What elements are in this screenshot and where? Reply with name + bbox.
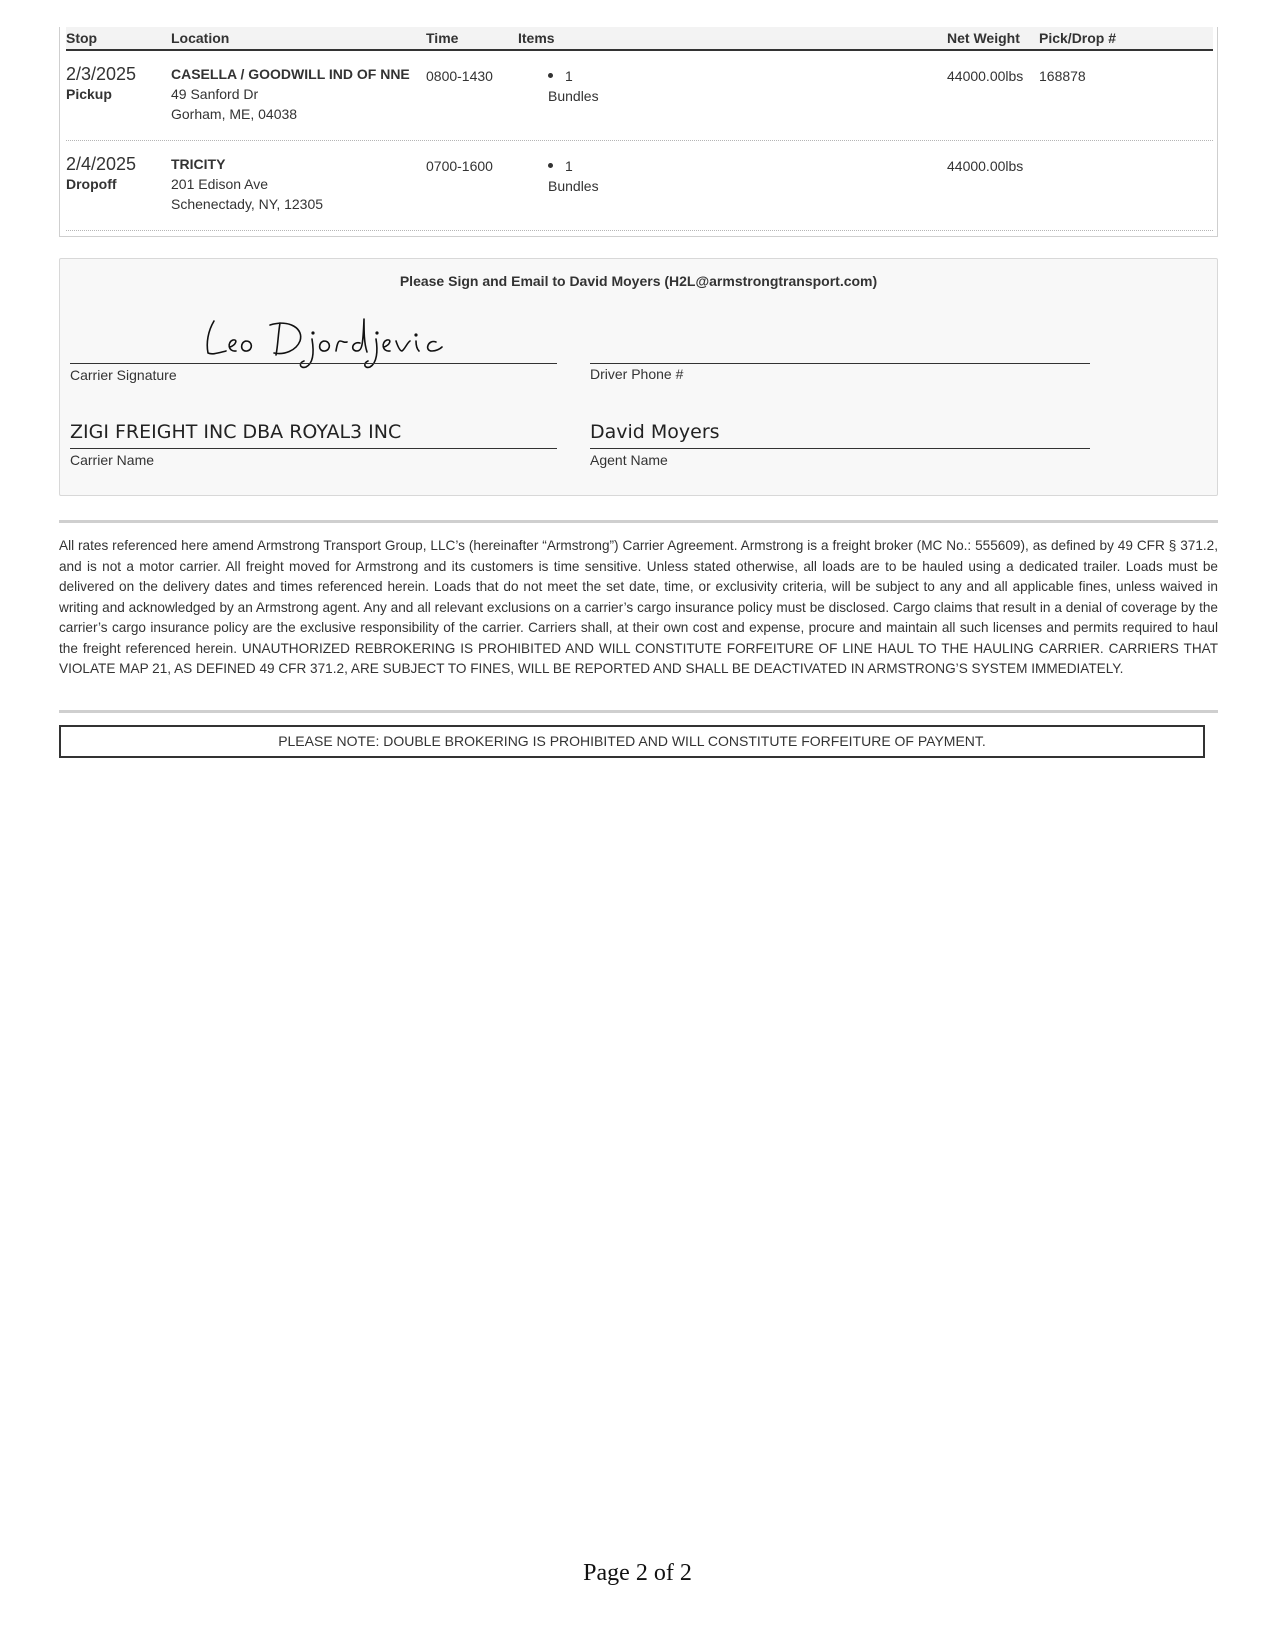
header-pick-drop: Pick/Drop # <box>1039 30 1117 46</box>
stop-date: 2/3/2025 <box>66 64 137 84</box>
header-stop: Stop <box>66 30 98 46</box>
driver-phone-field[interactable] <box>590 363 1090 364</box>
bullet-icon <box>548 163 553 168</box>
double-brokering-notice: PLEASE NOTE: DOUBLE BROKERING IS PROHIBITED AND WILL CONSTITUTE FORFEITURE OF PAYMENT. <box>59 725 1205 758</box>
driver-phone-label: Driver Phone # <box>590 366 684 382</box>
stop-type: Pickup <box>66 86 112 102</box>
stop-date: 2/4/2025 <box>66 154 137 174</box>
time-cell: 0800-1430 <box>426 68 493 84</box>
location-cell <box>171 154 323 214</box>
carrier-name-field[interactable] <box>70 448 557 449</box>
agent-name-label: Agent Name <box>590 452 668 468</box>
header-time: Time <box>426 30 459 46</box>
legal-disclaimer: All rates referenced here amend Armstrong Transport Group, LLC’s (hereinafter “Armstrong”) Carrier Agreement. Armstrong is a freight broker (MC No.: 555609), as defined by 49 CFR § 371.2, and is not a motor carrier. All freight moved for Armstrong and its customers is time sensitive. Unless stated otherwise, all loads are to be hauled using a dedicated trailer. Loads must be delivered on the delivery dates and times referenced herein. Loads that do not meet the set date, time, or exclusivity criteria, will be subject to any and all applicable fines, unless waived in writing and acknowledged by an Armstrong agent. Any and all relevant exclusions on a carrier’s cargo insurance policy must be disclosed. Cargo claims that result in a denial of coverage by the carrier’s cargo insurance policy are the exclusive responsibility of the carrier. Carriers shall, at their own cost and expense, procure and maintain all such licenses and permits required to haul the freight referenced herein. UNAUTHORIZED REBROKERING IS PROHIBITED AND WILL CONSTITUTE FORFEITURE OF LINE HAUL TO THE HAULING CARRIER. CARRIERS THAT VIOLATE MAP 21, AS DEFINED 49 CFR 371.2, ARE SUBJECT TO FINES, WILL BE REPORTED AND SHALL BE DEACTIVATED IN ARMSTRONG’S SYSTEM IMMEDIATELY. <box>59 538 1218 676</box>
divider <box>59 710 1218 713</box>
bullet-icon <box>548 73 553 78</box>
stop-cell <box>66 153 136 193</box>
signature-instructions: Please Sign and Email to David Moyers (H2L@armstrongtransport.com) <box>399 273 878 289</box>
location-name: TRICITY <box>171 156 226 172</box>
header-items: Items <box>518 30 555 46</box>
carrier-signature-label: Carrier Signature <box>70 367 177 383</box>
carrier-signature-line[interactable] <box>70 363 557 364</box>
header-location: Location <box>171 30 230 46</box>
location-cell <box>171 64 410 124</box>
header-net-weight: Net Weight <box>947 30 1020 46</box>
signature-section <box>59 258 1218 496</box>
carrier-name-label: Carrier Name <box>70 452 155 468</box>
stop-cell <box>66 63 136 103</box>
location-address: 49 Sanford Dr <box>171 86 259 102</box>
stops-table <box>59 27 1218 237</box>
agent-name-value: David Moyers <box>590 421 720 443</box>
divider <box>59 520 1218 523</box>
time-cell: 0700-1600 <box>426 158 493 174</box>
page-number: Page 2 of 2 <box>583 1560 692 1586</box>
agent-name-field[interactable] <box>590 448 1090 449</box>
pick-drop-cell: 168878 <box>1039 68 1086 84</box>
stop-type: Dropoff <box>66 176 117 192</box>
location-city: Schenectady, NY, 12305 <box>171 196 324 212</box>
carrier-name-value: ZIGI FREIGHT INC DBA ROYAL3 INC <box>70 421 402 443</box>
item-text: 1 Bundles <box>548 68 599 104</box>
location-city: Gorham, ME, 04038 <box>171 106 298 122</box>
location-name: CASELLA / GOODWILL IND OF NNE <box>171 66 410 82</box>
net-weight-cell: 44000.00lbs <box>947 158 1024 174</box>
net-weight-cell: 44000.00lbs <box>947 68 1024 84</box>
location-address: 201 Edison Ave <box>171 176 269 192</box>
table-row <box>66 51 1213 141</box>
table-row <box>66 141 1213 231</box>
stops-table-header <box>66 27 1213 51</box>
item-text: 1 Bundles <box>548 158 599 194</box>
carrier-signature-image <box>200 311 460 371</box>
